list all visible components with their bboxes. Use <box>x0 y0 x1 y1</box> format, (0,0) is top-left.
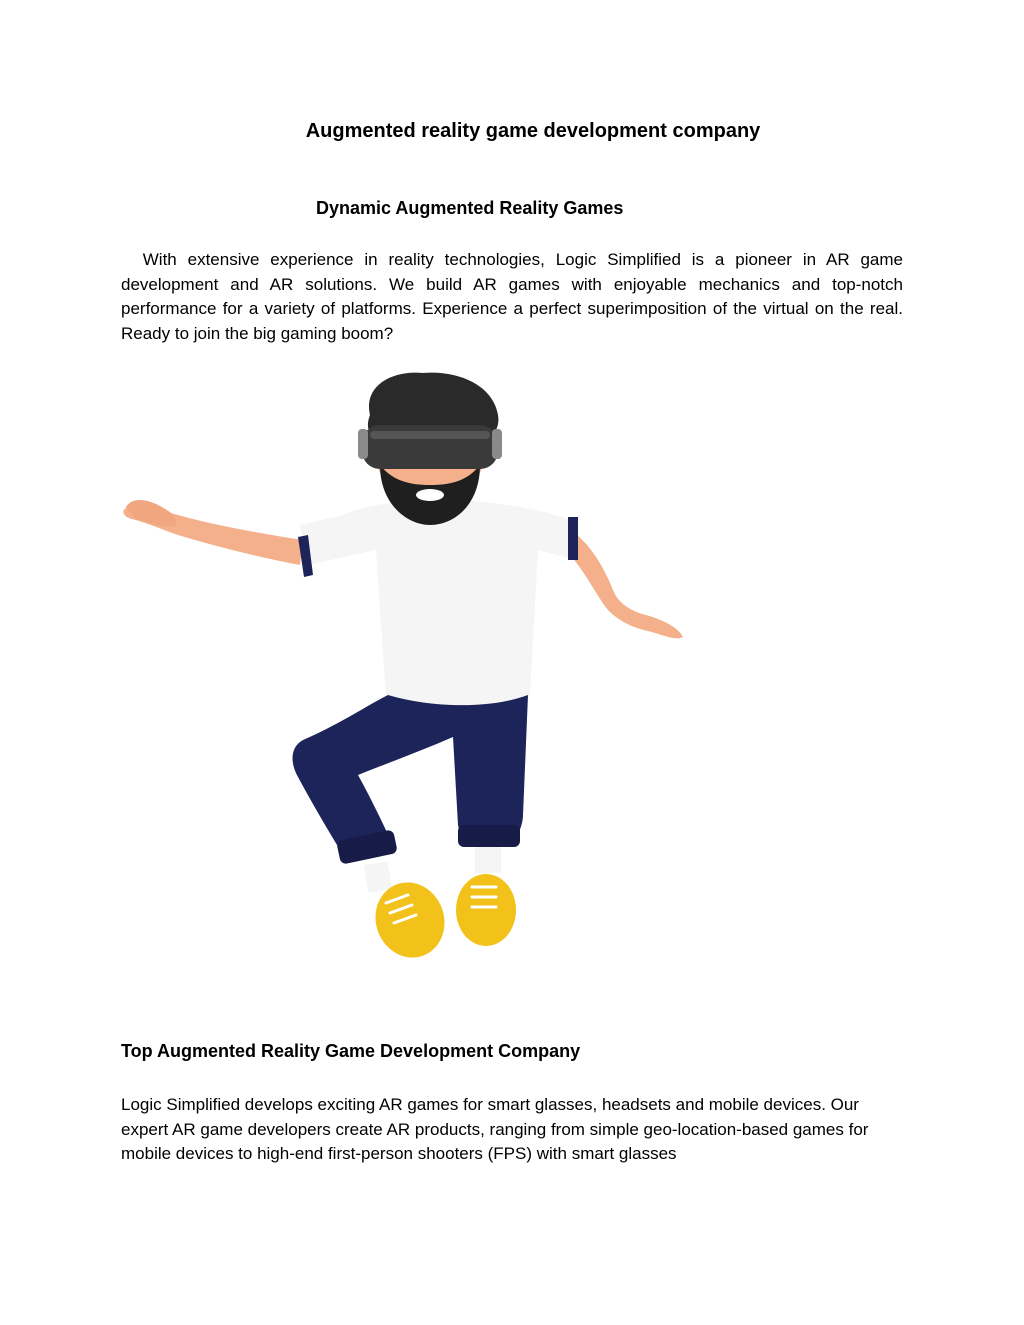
vr-man-icon <box>118 365 688 965</box>
intro-paragraph: With extensive experience in reality technologies, Logic Simplified is a pioneer in AR game development and AR solutions. We build AR games with enjoyable mechanics and top-notch performance for a variety of platforms. Experience a perfect superimposition of the virtual on the real. Ready to join the big gaming boom? <box>121 250 908 343</box>
company-paragraph: Logic Simplified develops exciting AR games for smart glasses, headsets and mobile devices. Our expert AR game developers create AR products, ranging from simple geo-location-based games for mobile devices to high-end first-person shooters (FPS) with smart glasses <box>121 1095 869 1163</box>
vr-headset-man-illustration <box>118 365 688 965</box>
section-heading-top-ar-company: Top Augmented Reality Game Development Company <box>121 1041 581 1061</box>
document-title: Augmented reality game development company <box>305 120 761 142</box>
section-heading-dynamic-ar-games: Dynamic Augmented Reality Games <box>316 198 624 218</box>
